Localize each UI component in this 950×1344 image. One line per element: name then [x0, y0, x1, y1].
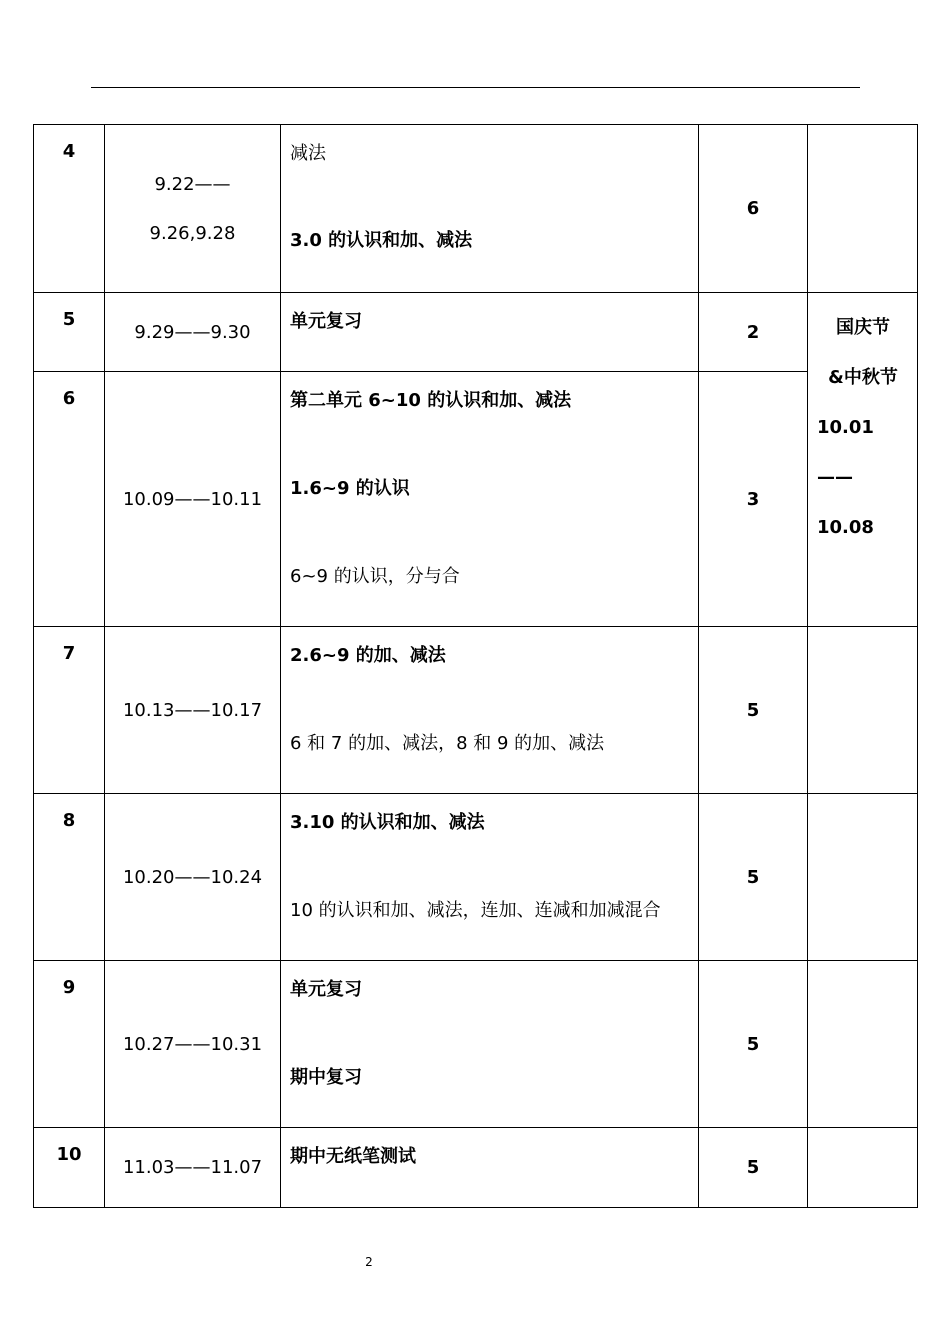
table-row: [34, 1128, 918, 1208]
remark-line: ——: [817, 467, 853, 488]
hours-cell: 2: [699, 293, 808, 372]
week-cell: 5: [34, 293, 105, 372]
hours-cell: 5: [699, 627, 808, 794]
table-row: [34, 627, 918, 794]
content-cell: [281, 1128, 699, 1208]
content-line: 期中复习: [290, 1067, 362, 1088]
date-line: 9.29——9.30: [134, 321, 251, 343]
date-line: 9.22——: [154, 173, 231, 195]
content-cell: [281, 794, 699, 961]
date-cell: [105, 961, 281, 1128]
content-line: 6~9 的认识，分与合: [290, 566, 460, 587]
content-line: 单元复习: [290, 979, 362, 1000]
date-cell: [105, 125, 281, 293]
date-line: 9.26,9.28: [149, 222, 236, 244]
table-row: [34, 293, 918, 372]
content-line: 单元复习: [290, 311, 362, 332]
content-line: 6 和 7 的加、减法，8 和 9 的加、减法: [290, 733, 605, 754]
date-cell: [105, 627, 281, 794]
week-cell: 9: [34, 961, 105, 1128]
remark-line: &中秋节: [828, 367, 898, 388]
date-cell: [105, 372, 281, 627]
week-cell: 10: [34, 1128, 105, 1208]
date-cell: [105, 1128, 281, 1208]
remark-line: 10.08: [817, 517, 874, 538]
hours-cell: 6: [699, 125, 808, 293]
week-cell: 8: [34, 794, 105, 961]
table-row: [34, 794, 918, 961]
date-cell: [105, 293, 281, 372]
content-line: 第二单元 6~10 的认识和加、减法: [290, 390, 572, 411]
table-row: [34, 372, 918, 627]
hours-cell: 5: [699, 1128, 808, 1208]
date-line: 10.09——10.11: [122, 488, 263, 510]
date-line: 10.13——10.17: [122, 699, 263, 721]
content-line: 1.6~9 的认识: [290, 478, 410, 499]
content-line: 2.6~9 的加、减法: [290, 645, 446, 666]
table-row: [34, 961, 918, 1128]
content-line: 10 的认识和加、减法，连加、连减和加减混合: [290, 900, 661, 921]
content-line: 减法: [290, 143, 326, 164]
content-cell: [281, 293, 699, 372]
page-number: 2: [365, 1255, 373, 1269]
date-line: 10.27——10.31: [122, 1033, 263, 1055]
date-line: 10.20——10.24: [122, 866, 263, 888]
date-cell: [105, 794, 281, 961]
teaching-schedule-table: [33, 124, 918, 1208]
week-cell: 4: [34, 125, 105, 293]
remark-cell: [808, 961, 918, 1128]
table-row: [34, 125, 918, 293]
remark-cell: [808, 794, 918, 961]
holiday-remark-cell: [808, 293, 918, 627]
content-cell: [281, 627, 699, 794]
content-cell: [281, 372, 699, 627]
header-rule: [91, 87, 860, 88]
content-line: 3.0 的认识和加、减法: [290, 230, 473, 251]
week-cell: 7: [34, 627, 105, 794]
content-cell: [281, 961, 699, 1128]
remark-cell: [808, 627, 918, 794]
remark-cell: [808, 125, 918, 293]
hours-cell: 5: [699, 794, 808, 961]
hours-cell: 3: [699, 372, 808, 627]
content-line: 3.10 的认识和加、减法: [290, 812, 485, 833]
week-cell: 6: [34, 372, 105, 627]
remark-cell: [808, 1128, 918, 1208]
hours-cell: 5: [699, 961, 808, 1128]
remark-line: 10.01: [817, 417, 874, 438]
remark-line: 国庆节: [836, 317, 890, 338]
content-line: 期中无纸笔测试: [290, 1146, 416, 1167]
content-cell: [281, 125, 699, 293]
date-line: 11.03——11.07: [122, 1157, 263, 1178]
